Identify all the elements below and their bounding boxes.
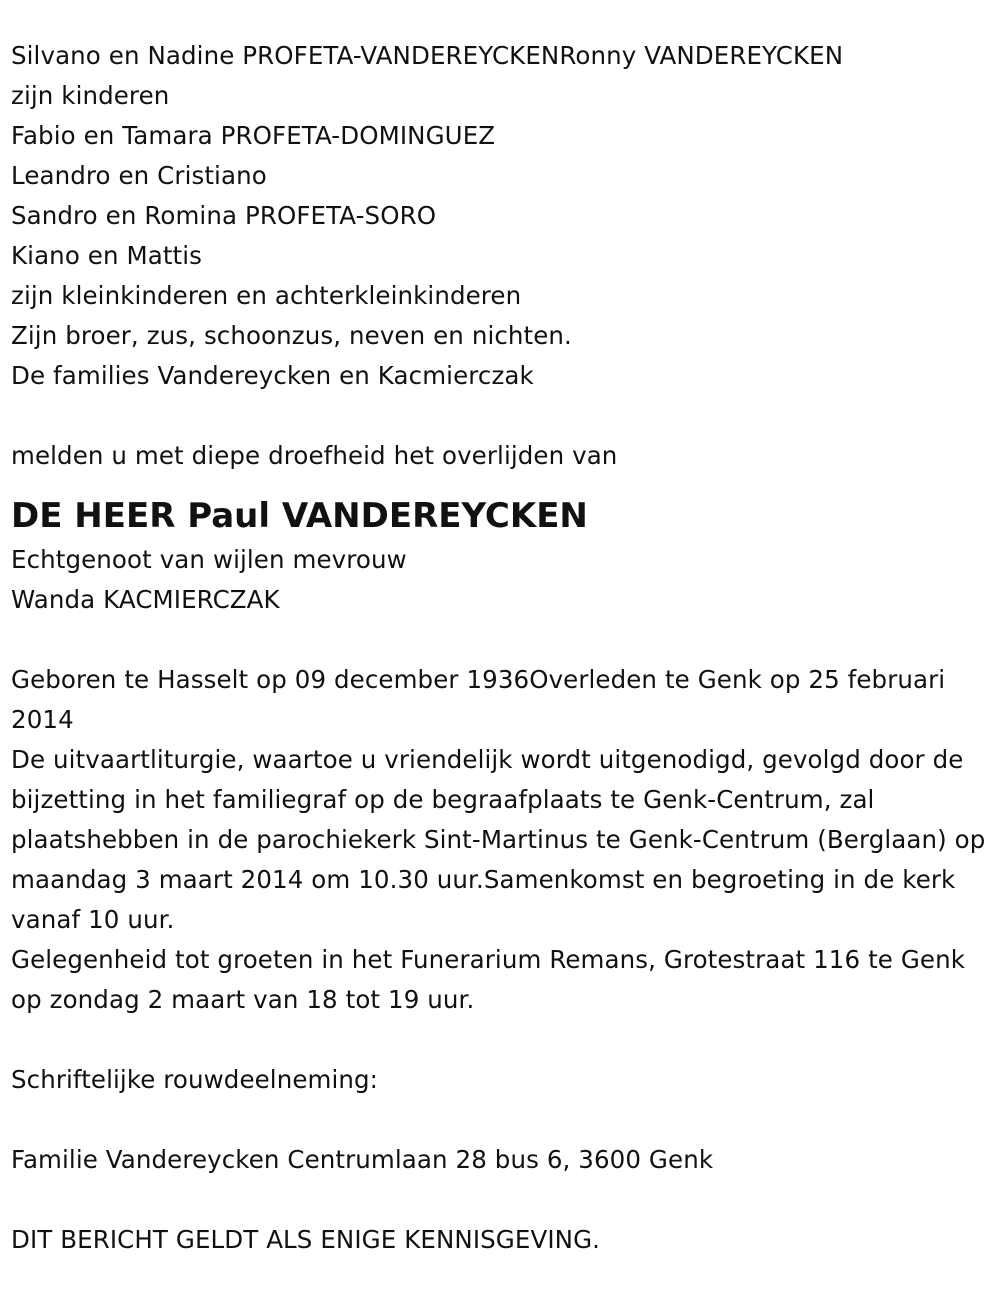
family-line: Fabio en Tamara PROFETA-DOMINGUEZ [11,121,496,150]
condolence-label: Schriftelijke rouwdeelneming: [11,1065,379,1094]
spouse-name: Wanda KACMIERCZAK [11,585,280,614]
family-line: zijn kinderen [11,81,170,110]
deceased-name: DE HEER Paul VANDEREYCKEN [11,496,588,536]
visitation-text: Gelegenheid tot groeten in het Funerarium Remans, Grotestraat 116 te Genk op zondag 2 maart van 18 tot 19 uur. [11,945,966,1014]
family-line: Zijn broer, zus, schoonzus, neven en nichten. [11,321,572,350]
family-line: Kiano en Mattis [11,241,203,270]
spacer [11,1020,986,1060]
family-line: zijn kleinkinderen en achterkleinkinderen [11,281,522,310]
birth-death-text: Geboren te Hasselt op 09 december 1936Overleden te Genk op 25 februari 2014 [11,665,946,734]
funeral-text: De uitvaartliturgie, waartoe u vriendelijk wordt uitgenodigd, gevolgd door de bijzetting in het familiegraf op de begraafplaats te Genk-Centrum, zal plaatshebben in de parochiekerk Sint-Martinus te Genk-Centrum (Berglaan) op maandag 3 maart 2014 om 10.30 uur.Samenkomst en begroeting in de kerk vanaf 10 uur. [11,745,986,934]
family-line: Silvano en Nadine PROFETA-VANDEREYCKENRonny VANDEREYCKEN [11,41,844,70]
condolence-address: Familie Vandereycken Centrumlaan 28 bus 6, 3600 Genk [11,1145,714,1174]
spacer [11,1180,986,1220]
family-line: Leandro en Cristiano [11,161,267,190]
obituary-document [11,36,986,1260]
spacer [11,620,986,660]
spacer [11,396,986,436]
family-line: De families Vandereycken en Kacmierczak [11,361,534,390]
family-line: Sandro en Romina PROFETA-SORO [11,201,437,230]
spacer [11,1100,986,1140]
announcement-text: melden u met diepe droefheid het overlijden van [11,441,618,470]
family-list [11,36,986,396]
footer-notice: DIT BERICHT GELDT ALS ENIGE KENNISGEVING. [11,1225,601,1254]
spouse-line: Echtgenoot van wijlen mevrouw [11,545,407,574]
